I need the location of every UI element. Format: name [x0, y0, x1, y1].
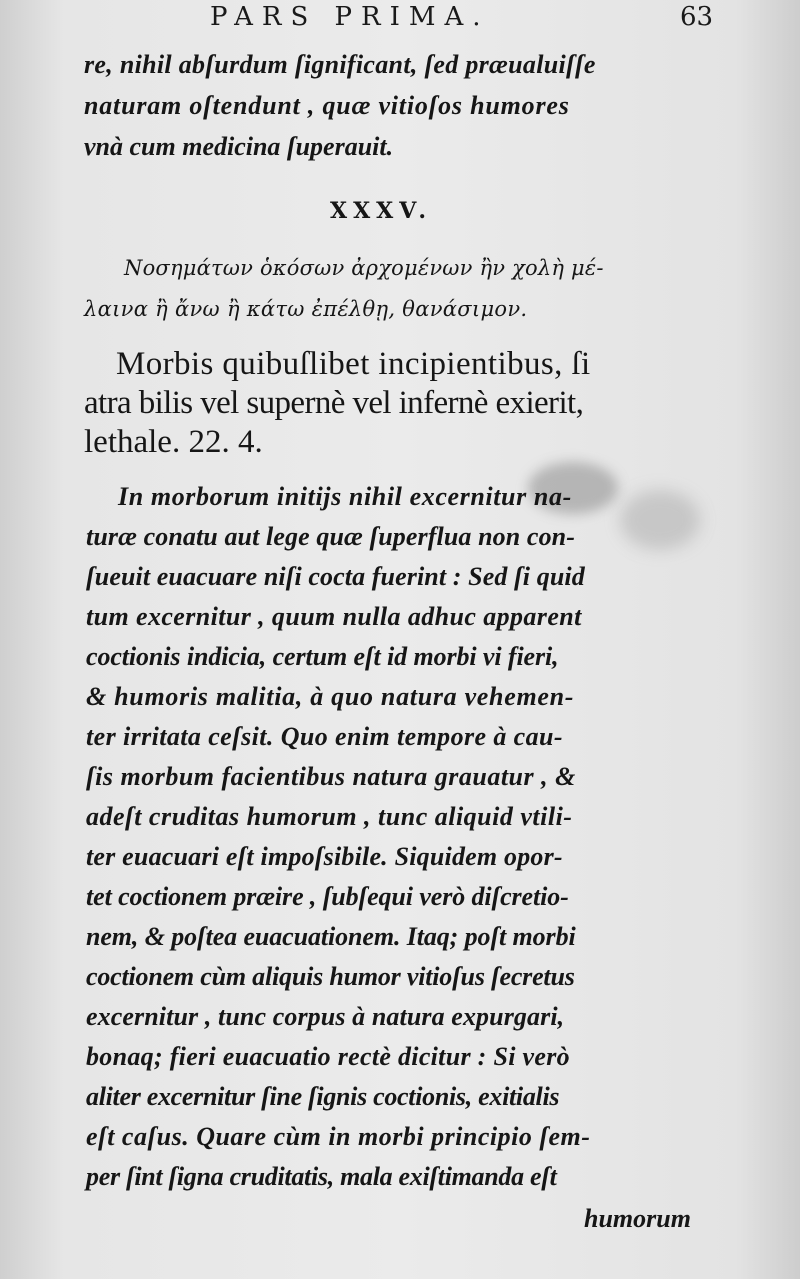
commentary-line: bonaq; fieri euacuatio rectè dicitur : Si verò — [86, 1042, 570, 1071]
page-header — [210, 2, 730, 32]
commentary-line: coctionem cùm aliquis humor vitioſus ſecretus — [86, 962, 575, 991]
latin-line: atra bilis vel supernè vel infernè exierit, — [84, 385, 584, 421]
commentary-line: eſt caſus. Quare cùm in morbi principio ſem- — [86, 1122, 591, 1151]
commentary-line: ſueuit euacuare niſi cocta fuerint : Sed ſi quid — [86, 562, 585, 591]
ink-stain — [620, 490, 700, 550]
commentary-line: ſis morbum facientibus natura grauatur , & — [86, 762, 576, 791]
commentary-line: aliter excernitur ſine ſignis coctionis, exitialis — [86, 1082, 560, 1111]
commentary-line: tet coctionem præire , ſubſequi verò diſcretio- — [86, 882, 569, 911]
commentary-line: tum excernitur , quum nulla adhuc apparent — [86, 602, 582, 631]
commentary-line: ter irritata ceſsit. Quo enim tempore à cau- — [86, 722, 563, 751]
page-number: 63 — [680, 2, 714, 32]
commentary-line: per ſint ſigna cruditatis, mala exiſtimanda eſt — [86, 1162, 557, 1191]
commentary-line: adeſt cruditas humorum , tunc aliquid vtili- — [86, 802, 573, 831]
text-line: re, nihil abſurdum ſignificant, ſed præualuiſſe — [84, 50, 596, 79]
commentary-line: nem, & poſtea euacuationem. Itaq; poſt morbi — [86, 922, 576, 951]
latin-line: Morbis quibuſlibet incipientibus, ſi — [116, 346, 591, 382]
running-title: PARS PRIMA. — [210, 2, 490, 32]
commentary-line: In morborum initijs nihil excernitur na- — [118, 482, 572, 511]
latin-line: lethale. 22. 4. — [84, 424, 263, 460]
catchword: humorum — [584, 1204, 691, 1233]
greek-line: Νοσημάτων ὁκόσων ἀρχομένων ἢν χολὴ μέ- — [124, 256, 604, 280]
commentary-line: turæ conatu aut lege quæ ſuperflua non con- — [86, 522, 575, 551]
greek-line: λαινα ἢ ἄνω ἢ κάτω ἐπέλθῃ, θανάσιμον. — [84, 297, 528, 321]
aphorism-number: XXXV. — [330, 198, 433, 224]
text-line: naturam oſtendunt , quæ vitioſos humores — [84, 91, 570, 120]
commentary-line: ter euacuari eſt impoſsibile. Siquidem opor- — [86, 842, 563, 871]
commentary-line: & humoris malitia, à quo natura vehemen- — [86, 682, 575, 711]
text-line: vnà cum medicina ſuperauit. — [84, 132, 394, 161]
commentary-line: coctionis indicia, certum eſt id morbi vi fieri, — [86, 642, 559, 671]
commentary-line: excernitur , tunc corpus à natura expurgari, — [86, 1002, 565, 1031]
